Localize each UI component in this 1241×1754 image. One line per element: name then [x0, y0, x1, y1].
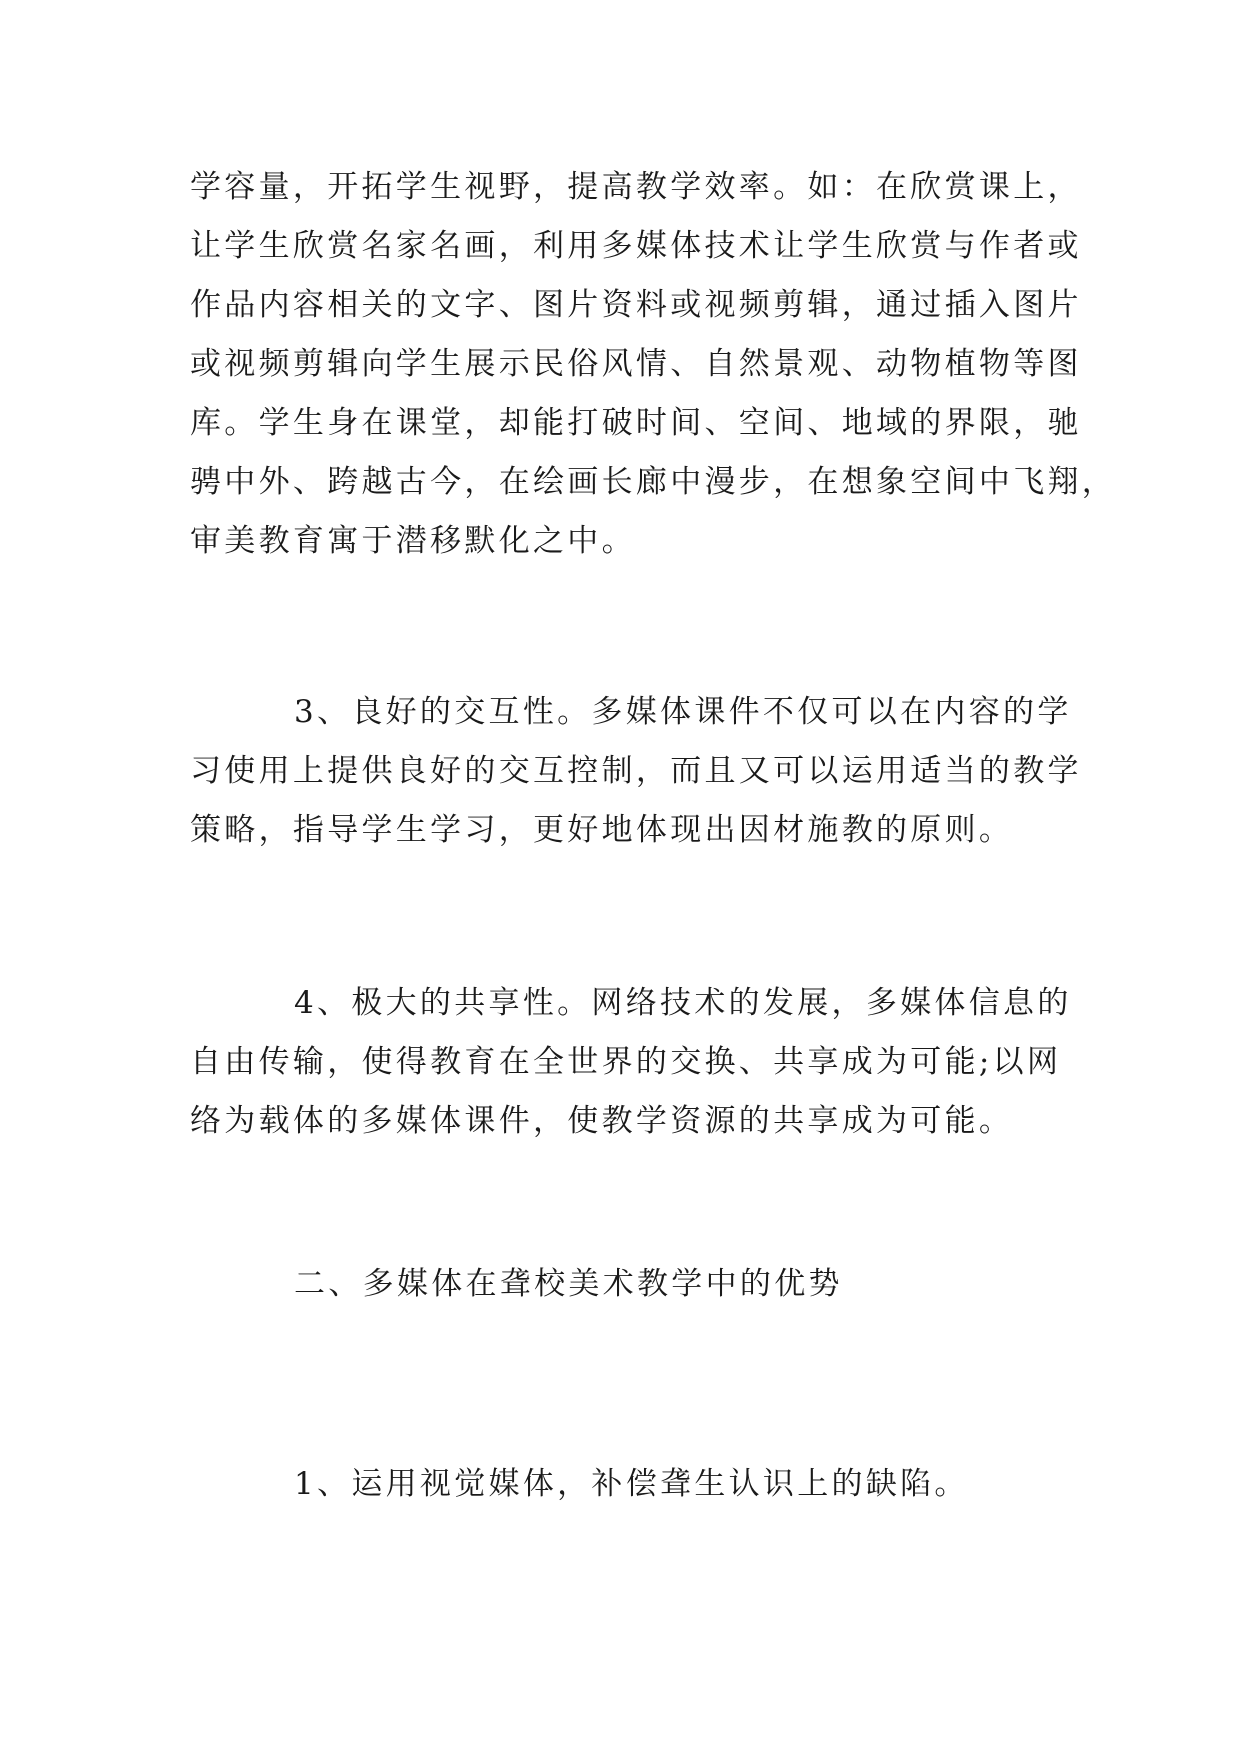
text-line: 策略，指导学生学习，更好地体现出因材施教的原则。: [190, 812, 1014, 848]
paragraph-continued-text: [190, 158, 1117, 571]
text-line: 3、良好的交互性。多媒体课件不仅可以在内容的学: [294, 694, 1072, 730]
text-line: 作品内容相关的文字、图片资料或视频剪辑，通过插入图片: [190, 287, 1082, 323]
text-line: 习使用上提供良好的交互控制，而且又可以运用适当的教学: [190, 753, 1082, 789]
text-line: 让学生欣赏名家名画，利用多媒体技术让学生欣赏与作者或: [190, 228, 1082, 264]
text-line: 库。学生身在课堂，却能打破时间、空间、地域的界限，驰: [190, 405, 1082, 441]
text-line: 络为载体的多媒体课件，使教学资源的共享成为可能。: [190, 1103, 1014, 1139]
text-line: 4、极大的共享性。网络技术的发展，多媒体信息的: [294, 985, 1072, 1021]
subsection-heading: [190, 1455, 1070, 1514]
paragraph-interactivity: [190, 683, 1082, 860]
text-line: 骋中外、跨越古今，在绘画长廊中漫步，在想象空间中飞翔，: [190, 464, 1117, 500]
text-line: 1、运用视觉媒体，补偿聋生认识上的缺陷。: [294, 1466, 969, 1502]
paragraph-sharing: [190, 974, 1070, 1151]
text-line: 或视频剪辑向学生展示民俗风情、自然景观、动物植物等图: [190, 346, 1082, 382]
section-heading: [190, 1255, 1070, 1314]
text-line: 学容量，开拓学生视野，提高教学效率。如：在欣赏课上，: [190, 169, 1082, 205]
text-line: 审美教育寓于潜移默化之中。: [190, 523, 636, 559]
text-line: 自由传输，使得教育在全世界的交换、共享成为可能;以网: [190, 1044, 1062, 1080]
text-line: 二、多媒体在聋校美术教学中的优势: [294, 1266, 843, 1302]
